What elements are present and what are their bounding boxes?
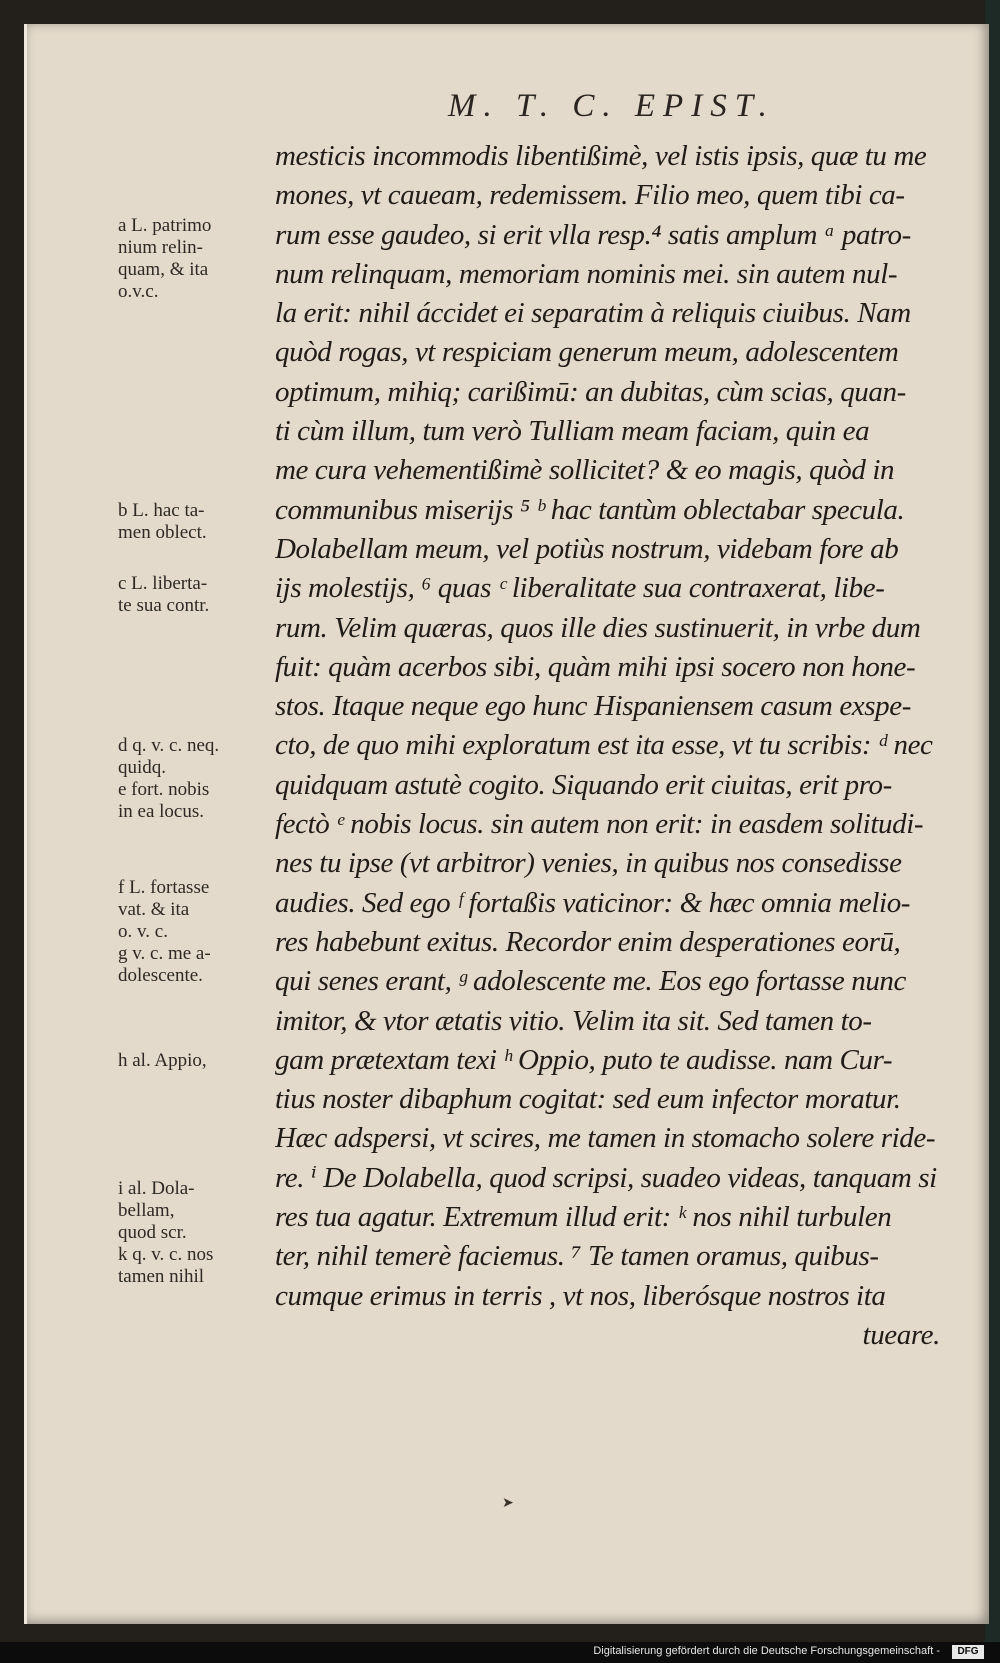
note-line: c L. liberta- — [118, 573, 208, 594]
side-note-h — [118, 1050, 268, 1072]
text-line: cto, de quo mihi exploratum est ita esse, vt tu scribis: ᵈ nec — [275, 729, 933, 762]
text-line: mesticis incommodis libentißimè, vel istis ipsis, quæ tu me — [275, 140, 927, 172]
note-line: f L. fortasse — [118, 877, 210, 898]
note-line: in ea locus. — [118, 801, 205, 822]
text-line: Dolabellam meum, vel potiùs nostrum, videbam fore ab — [275, 532, 899, 565]
side-note-f-g — [118, 877, 268, 987]
text-line: stos. Itaque neque ego hunc Hispaniensem casum exspe- — [275, 690, 911, 723]
text-line: tius noster dibaphum cogitat: sed eum infector moratur. — [275, 1083, 901, 1116]
text-line: fectò ᵉ nobis locus. sin autem non erit: in easdem solitudi- — [275, 808, 924, 841]
text-line: Hæc adspersi, vt scires, me tamen in stomacho solere ride- — [275, 1122, 936, 1155]
note-line: o. v. c. — [118, 921, 168, 942]
text-line: ter, nihil temerè faciemus. ⁷ Te tamen oramus, quibus- — [275, 1240, 879, 1273]
text-line: rum esse gaudeo, si erit vlla resp.⁴ satis amplum ᵃ patro- — [275, 218, 911, 251]
text-line: cumque erimus in terris , vt nos, liberósque nostros ita — [275, 1279, 886, 1312]
note-line: quod scr. — [118, 1222, 187, 1243]
note-line: bellam, — [118, 1200, 175, 1221]
text-line: ijs molestijs, ⁶ quas ᶜ liberalitate sua contraxerat, libe- — [275, 572, 885, 605]
note-line: quidq. — [118, 757, 167, 778]
note-line: te sua contr. — [118, 595, 210, 616]
note-line: vat. & ita — [118, 899, 190, 920]
side-note-d-e — [118, 735, 268, 823]
text-line: communibus miserijs ⁵ ᵇ hac tantùm oblectabar specula. — [275, 493, 905, 526]
note-line: k q. v. c. nos — [118, 1244, 214, 1265]
text-line: num relinquam, memoriam nominis mei. sin autem nul- — [275, 257, 898, 290]
note-line: tamen nihil — [118, 1266, 205, 1287]
note-line: a L. patrimo — [118, 215, 212, 236]
text-line: la erit: nihil áccidet ei separatim à reliquis ciuibus. Nam — [275, 297, 911, 330]
text-line: res tua agatur. Extremum illud erit: ᵏ nos nihil turbulen — [275, 1201, 892, 1234]
side-note-b — [118, 500, 268, 544]
text-line: fuit: quàm acerbos sibi, quàm mihi ipsi socero non hone- — [275, 650, 916, 683]
note-line: nium relin- — [118, 237, 203, 258]
note-line: men oblect. — [118, 522, 207, 543]
note-line: quam, & ita — [118, 259, 209, 280]
ornament-mark-icon: ➤ — [502, 1496, 514, 1511]
text-line: mones, vt caueam, redemissem. Filio meo, quem tibi ca- — [275, 179, 905, 212]
text-line: nes tu ipse (vt arbitror) venies, in quibus nos consedisse — [275, 847, 902, 880]
note-line: h al. Appio, — [118, 1050, 207, 1071]
text-line: res habebunt exitus. Recordor enim desperationes eorū, — [275, 925, 901, 958]
text-line: optimum, mihiq; carißimū: an dubitas, cùm scias, quan- — [275, 375, 906, 408]
note-line: b L. hac ta- — [118, 500, 205, 521]
note-line: i al. Dola- — [118, 1178, 195, 1199]
text-line: quòd rogas, vt respiciam generum meum, adolescentem — [275, 336, 899, 369]
text-line: me cura vehementißimè sollicitet? & eo magis, quòd in — [275, 454, 895, 487]
text-line-catchword: tueare. — [862, 1318, 940, 1351]
note-line: g v. c. me a- — [118, 943, 211, 964]
footer-credit: Digitalisierung gefördert durch die Deutsche Forschungsgemeinschaft - — [593, 1645, 940, 1657]
text-line: imitor, & vtor ætatis vitio. Velim ita sit. Sed tamen to- — [275, 1004, 872, 1037]
text-line: rum. Velim quæras, quos ille dies sustinuerit, in vrbe dum — [275, 611, 921, 644]
note-line: dolescente. — [118, 965, 203, 986]
side-note-a — [118, 215, 268, 303]
note-line: d q. v. c. neq. — [118, 735, 220, 756]
running-head: M. T. C. EPIST. — [448, 88, 775, 124]
text-line: qui senes erant, ᵍ adolescente me. Eos ego fortasse nunc — [275, 965, 907, 998]
text-line: quidquam astutè cogito. Siquando erit ciuitas, erit pro- — [275, 768, 892, 801]
note-line: o.v.c. — [118, 281, 159, 302]
text-line: re. ⁱ De Dolabella, quod scripsi, suadeo videas, tanquam si — [275, 1161, 937, 1194]
text-line: ti cùm illum, tum verò Tulliam meam faciam, quin ea — [275, 415, 870, 448]
dfg-logo: DFG — [952, 1645, 984, 1659]
text-line: gam prætextam texi ʰ Oppio, puto te audisse. nam Cur- — [275, 1043, 893, 1076]
side-note-i-k — [118, 1178, 268, 1288]
main-text — [275, 137, 940, 1355]
text-line: audies. Sed ego ᶠ fortaßis vaticinor: & hæc omnia melio- — [275, 886, 911, 919]
note-line: e fort. nobis — [118, 779, 210, 800]
side-note-c — [118, 573, 268, 617]
